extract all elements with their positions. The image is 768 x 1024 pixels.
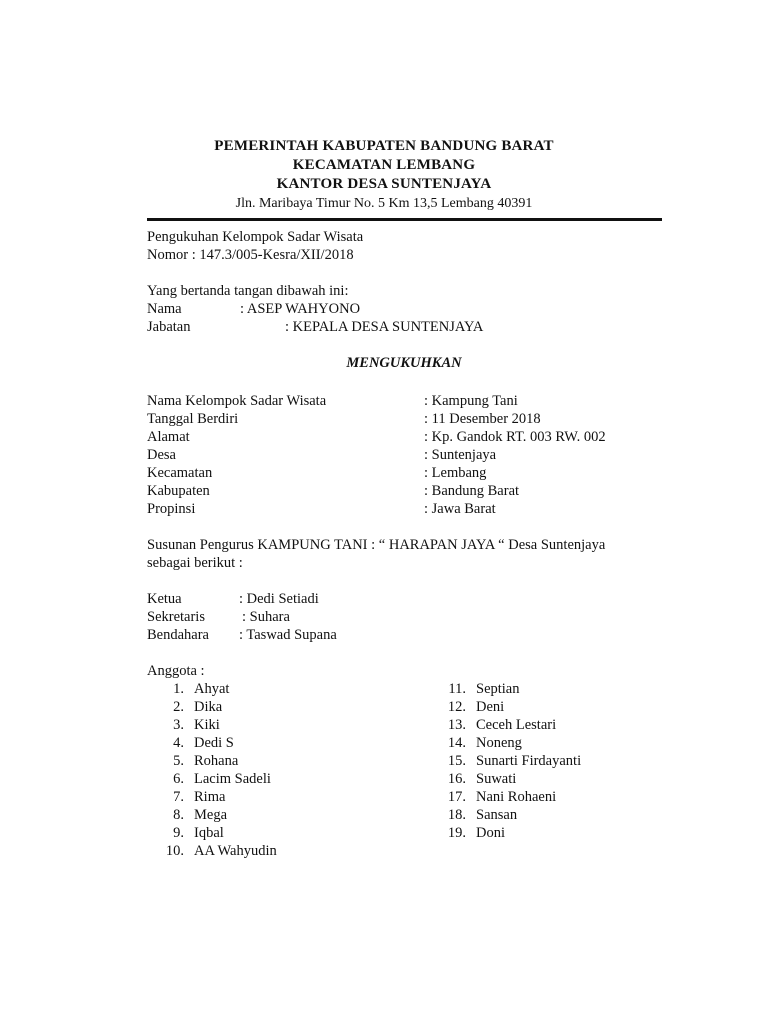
member-name: Dedi S	[194, 735, 234, 751]
member-name: AA Wahyudin	[194, 843, 277, 859]
detail-label: Tanggal Berdiri	[147, 411, 239, 427]
detail-label: Kecamatan	[147, 465, 213, 481]
letterhead-line-1: PEMERINTAH KABUPATEN BANDUNG BARAT	[214, 138, 554, 154]
member-number: 18.	[447, 807, 466, 823]
structure-intro-line-1: Susunan Pengurus KAMPUNG TANI : “ HARAPAN JAYA “ Desa Suntenjaya	[147, 537, 606, 553]
detail-label: Nama Kelompok Sadar Wisata	[147, 393, 327, 409]
member-name: Sansan	[476, 807, 518, 823]
member-name: Deni	[476, 699, 505, 715]
member-number: 9.	[173, 825, 184, 841]
detail-value: : Kp. Gandok RT. 003 RW. 002	[424, 429, 606, 445]
member-name: Noneng	[476, 735, 522, 751]
member-name: Suwati	[476, 771, 517, 787]
officer-name: : Taswad Supana	[239, 627, 337, 643]
detail-value: : 11 Desember 2018	[424, 411, 541, 427]
detail-label: Alamat	[147, 429, 190, 445]
officer-name: : Suhara	[242, 609, 290, 625]
member-name: Ceceh Lestari	[476, 717, 557, 733]
member-name: Rohana	[194, 753, 239, 769]
member-name: Lacim Sadeli	[194, 771, 271, 787]
subject-line: Pengukuhan Kelompok Sadar Wisata	[147, 229, 364, 245]
member-number: 1.	[173, 681, 184, 697]
member-number: 10.	[165, 843, 184, 859]
detail-row	[147, 446, 747, 464]
detail-value: : Lembang	[424, 465, 487, 481]
member-number: 16.	[447, 771, 466, 787]
member-number: 4.	[173, 735, 184, 751]
detail-row	[147, 428, 747, 446]
member-name: Mega	[194, 807, 228, 823]
member-number: 11.	[448, 681, 466, 697]
signatory-position-label: Jabatan	[147, 319, 191, 335]
member-number: 2.	[173, 699, 184, 715]
member-name: Sunarti Firdayanti	[476, 753, 582, 769]
member-name: Dika	[194, 699, 223, 715]
detail-row	[147, 392, 747, 410]
member-number: 19.	[447, 825, 466, 841]
signatory-intro: Yang bertanda tangan dibawah ini:	[147, 283, 349, 299]
letterhead-line-2: KECAMATAN LEMBANG	[292, 157, 476, 173]
officer-name: : Dedi Setiadi	[239, 591, 319, 607]
member-number: 7.	[173, 789, 184, 805]
member-number: 13.	[447, 717, 466, 733]
member-number: 17.	[447, 789, 466, 805]
officer-row	[147, 626, 747, 644]
member-name: Kiki	[194, 717, 220, 733]
member-name: Septian	[476, 681, 520, 697]
member-number: 14.	[447, 735, 466, 751]
letterhead-address: Jln. Maribaya Timur No. 5 Km 13,5 Lembang 40391	[235, 196, 533, 211]
signatory-position-value: : KEPALA DESA SUNTENJAYA	[285, 319, 484, 335]
number-line: Nomor : 147.3/005-Kesra/XII/2018	[147, 247, 354, 263]
officer-role: Bendahara	[147, 627, 209, 643]
officer-row	[147, 608, 747, 626]
detail-row	[147, 464, 747, 482]
letterhead-line-3: KANTOR DESA SUNTENJAYA	[276, 176, 492, 192]
member-name: Ahyat	[194, 681, 230, 697]
structure-intro-line-2: sebagai berikut :	[147, 555, 243, 571]
signatory-name-value: : ASEP WAHYONO	[240, 301, 361, 317]
member-number: 8.	[173, 807, 184, 823]
officer-role: Sekretaris	[147, 609, 205, 625]
letterhead-divider	[147, 218, 662, 221]
detail-row	[147, 410, 747, 428]
member-number: 6.	[173, 771, 184, 787]
detail-value: : Jawa Barat	[424, 501, 496, 517]
member-name: Nani Rohaeni	[476, 789, 557, 805]
detail-value: : Bandung Barat	[424, 483, 520, 499]
detail-row	[147, 482, 747, 500]
members-label: Anggota :	[147, 663, 205, 679]
member-name: Rima	[194, 789, 226, 805]
detail-label: Kabupaten	[147, 483, 210, 499]
detail-row	[147, 500, 747, 518]
decision-heading: MENGUKUHKAN	[346, 355, 462, 371]
officer-row	[147, 590, 747, 608]
detail-label: Desa	[147, 447, 176, 463]
detail-value: : Kampung Tani	[424, 393, 518, 409]
member-name: Iqbal	[194, 825, 224, 841]
member-number: 3.	[173, 717, 184, 733]
detail-label: Propinsi	[147, 501, 196, 517]
signatory-name-label: Nama	[147, 301, 182, 317]
detail-value: : Suntenjaya	[424, 447, 497, 463]
member-number: 15.	[447, 753, 466, 769]
member-number: 12.	[447, 699, 466, 715]
letterhead	[0, 137, 768, 213]
member-name: Doni	[476, 825, 505, 841]
member-number: 5.	[173, 753, 184, 769]
officer-role: Ketua	[147, 591, 182, 607]
